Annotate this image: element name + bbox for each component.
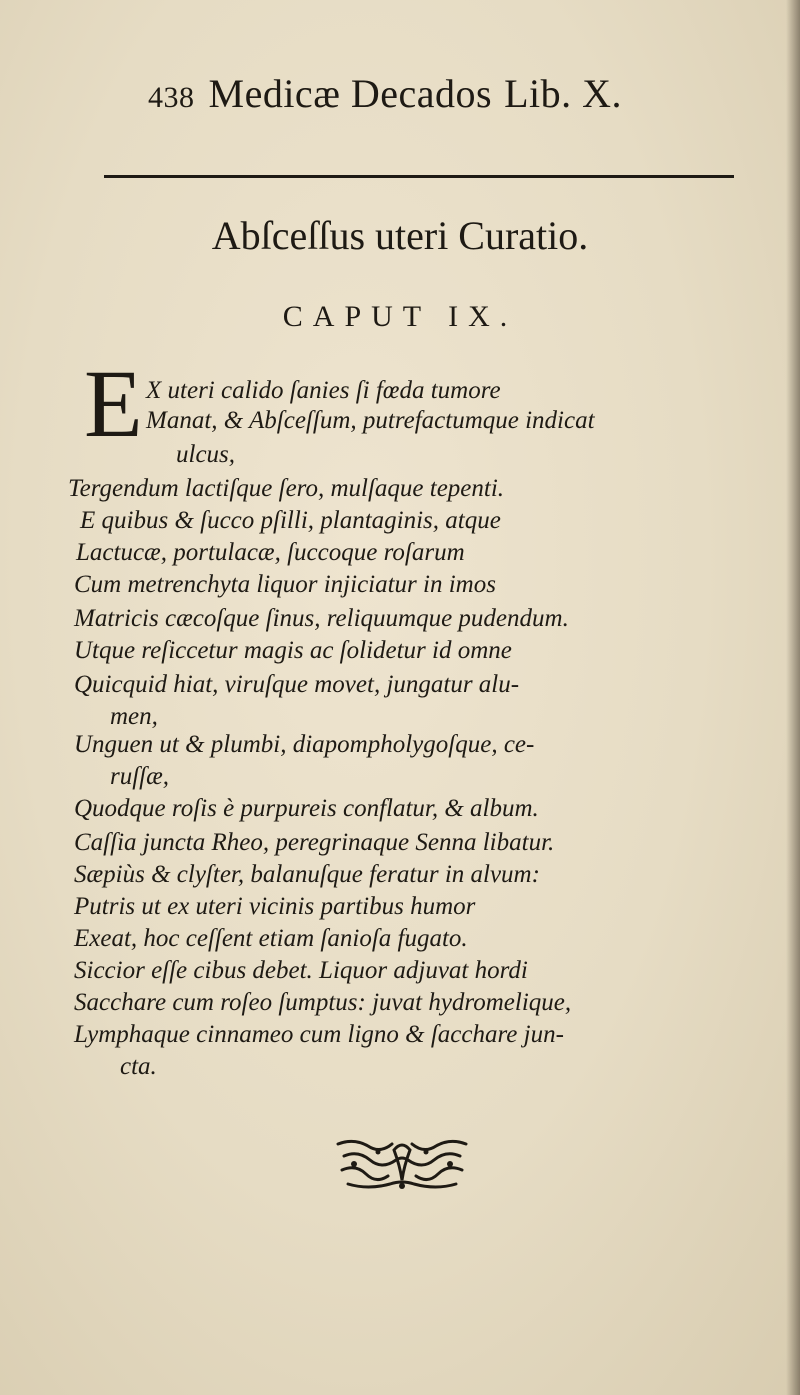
verse-line: X uteri calido ſanies ſi fœda tumore [146,377,501,404]
verse-line: Unguen ut & plumbi, diapompholygoſque, ce- [74,731,535,758]
verse-line: ruſſæ, [110,763,170,790]
page-number: 438 [148,81,195,114]
running-header [148,70,708,117]
verse-line: Caſſia juncta Rheo, peregrinaque Senna libatur. [74,829,555,856]
verse-line: ulcus, [176,441,236,468]
chapter-heading: CAPUT IX. [282,300,518,333]
verse-line: Exeat, hoc ceſſent etiam ſanioſa fugato. [74,925,468,952]
verse-line: Matricis cæcoſque ſinus, reliquumque pudendum. [74,605,569,632]
verse-line: Tergendum lactiſque ſero, mulſaque tepenti. [68,475,505,502]
verse-line: Manat, & Abſceſſum, putrefactumque indicat [146,407,595,434]
running-title: Medicæ Decados [208,71,493,116]
header-rule [104,175,734,178]
verse-line: Putris ut ex uteri vicinis partibus humor [74,893,476,920]
verse-line: Lactucæ, portulacæ, ſuccoque roſarum [76,539,465,566]
verse-line: E quibus & ſucco pſilli, plantaginis, atque [80,507,501,534]
page-gutter-shadow [786,0,800,1395]
book-number: Lib. X. [504,71,623,116]
section-title: Abſceſſus uteri Curatio. [211,213,589,258]
verse-line: Quicquid hiat, viruſque movet, jungatur alu- [74,671,520,698]
verse-line: men, [110,703,158,730]
drop-cap: E [84,350,143,457]
verse-line: Quodque roſis è purpureis conflatur, & album. [74,795,539,822]
tailpiece-ornament [334,1136,470,1194]
verse-line: Utque reſiccetur magis ac ſolidetur id omne [74,637,512,664]
verse-line: Lymphaque cinnameo cum ligno & ſacchare jun- [74,1021,564,1048]
verse-line: Cum metrenchyta liquor injiciatur in imos [74,571,496,598]
verse-line: Siccior eſſe cibus debet. Liquor adjuvat hordi [74,957,528,984]
verse-line: Sacchare cum roſeo ſumptus: juvat hydromelique, [74,989,572,1016]
verse-line: cta. [120,1053,157,1080]
verse-line: Sæpiùs & clyſter, balanuſque feratur in alvum: [74,861,540,888]
